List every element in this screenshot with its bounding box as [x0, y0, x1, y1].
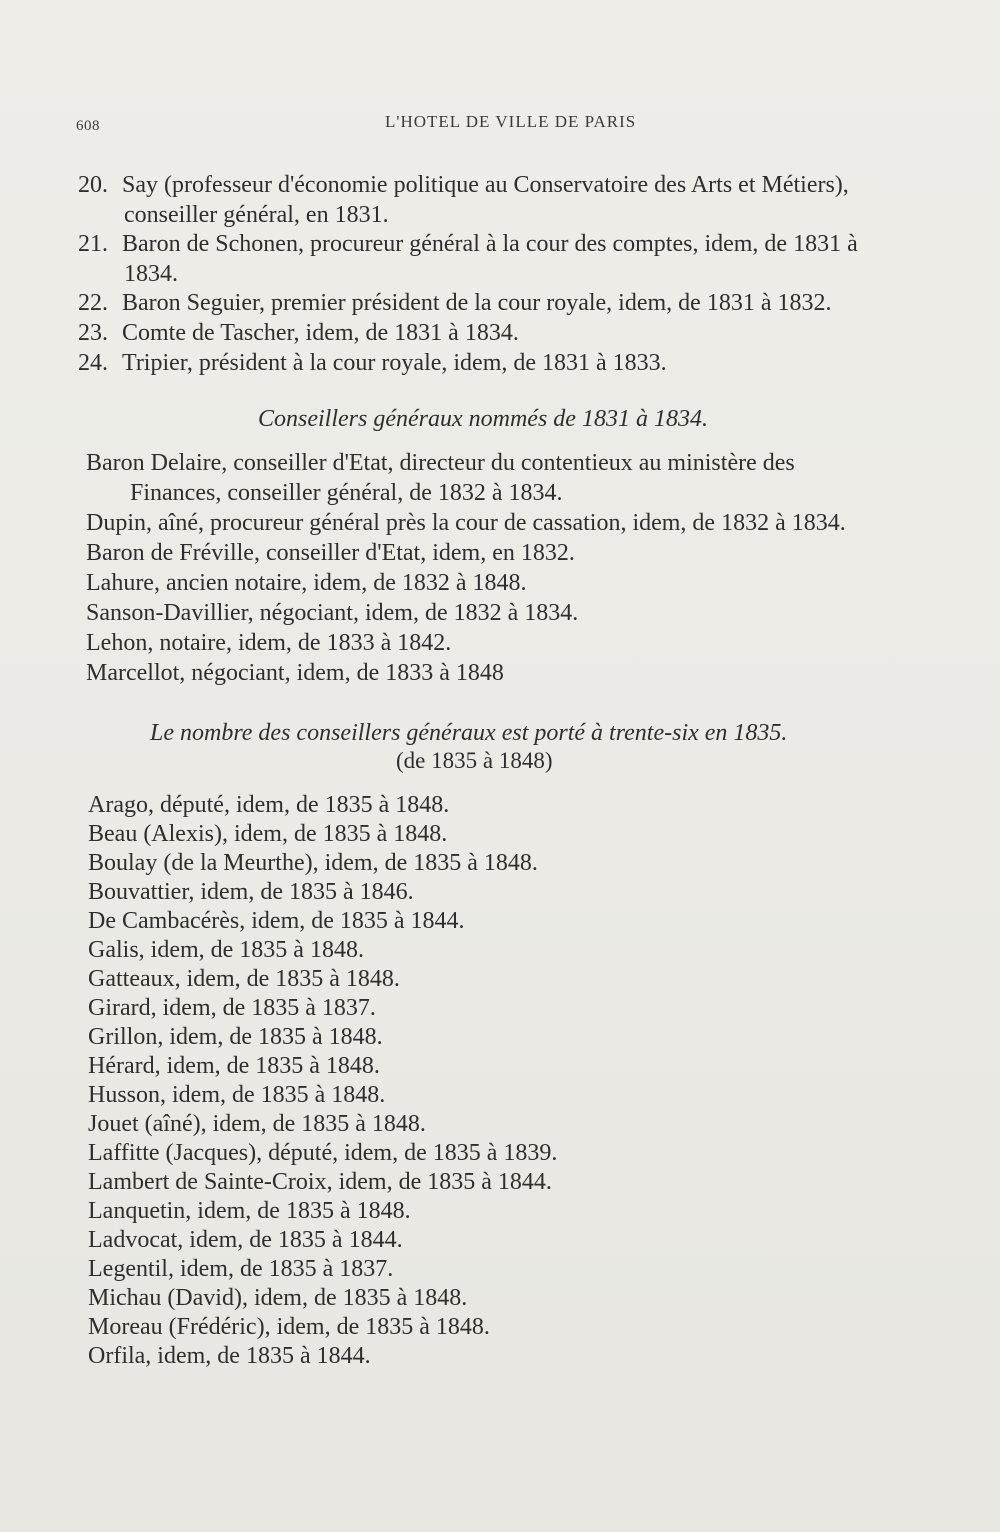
entry-text: Tripier, président à la cour royale, idem, de 1831 à 1833. [122, 350, 667, 376]
list-item: Arago, député, idem, de 1835 à 1848. [88, 792, 450, 818]
list-item: Lambert de Sainte-Croix, idem, de 1835 à 1844. [88, 1169, 552, 1195]
list-item: Lahure, ancien notaire, idem, de 1832 à 1848. [86, 570, 527, 596]
entry-20 [78, 170, 849, 200]
list-item: Baron de Fréville, conseiller d'Etat, idem, en 1832. [86, 540, 575, 566]
section-subheading: (de 1835 à 1848) [396, 748, 553, 773]
entry-number: 20. [78, 172, 108, 198]
entry-21 [78, 229, 858, 259]
entry-21-continuation: 1834. [124, 261, 178, 287]
entry-text: Baron Seguier, premier président de la cour royale, idem, de 1831 à 1832. [122, 290, 832, 316]
list-item: Galis, idem, de 1835 à 1848. [88, 937, 364, 963]
entry-23 [78, 318, 519, 348]
entry-text: Baron de Schonen, procureur général à la cour des comptes, idem, de 1831 à [122, 231, 858, 257]
entry-number: 21. [78, 231, 108, 257]
list-item: Orfila, idem, de 1835 à 1844. [88, 1343, 371, 1369]
list-item: Marcellot, négociant, idem, de 1833 à 1848 [86, 660, 504, 686]
entry-number: 22. [78, 290, 108, 316]
list-item: Beau (Alexis), idem, de 1835 à 1848. [88, 821, 448, 847]
entry-24 [78, 348, 667, 378]
list-item: Dupin, aîné, procureur général près la cour de cassation, idem, de 1832 à 1834. [86, 510, 846, 536]
running-title: L'HOTEL DE VILLE DE PARIS [385, 112, 637, 131]
list-item: Legentil, idem, de 1835 à 1837. [88, 1256, 394, 1282]
list-item: Hérard, idem, de 1835 à 1848. [88, 1053, 380, 1079]
list-item: Sanson-Davillier, négociant, idem, de 1832 à 1834. [86, 600, 579, 626]
list-item: Baron Delaire, conseiller d'Etat, directeur du contentieux au ministère des [86, 450, 795, 476]
list-item: Husson, idem, de 1835 à 1848. [88, 1082, 386, 1108]
list-item: Bouvattier, idem, de 1835 à 1846. [88, 879, 414, 905]
entry-22 [78, 288, 831, 318]
list-item: Ladvocat, idem, de 1835 à 1844. [88, 1227, 403, 1253]
list-item: Lanquetin, idem, de 1835 à 1848. [88, 1198, 411, 1224]
entry-text: Comte de Tascher, idem, de 1831 à 1834. [122, 320, 519, 346]
list-item: Boulay (de la Meurthe), idem, de 1835 à 1848. [88, 850, 538, 876]
section-heading-1835: Le nombre des conseillers généraux est porté à trente-six en 1835. [150, 720, 788, 746]
page-number: 608 [76, 118, 100, 134]
list-item: Michau (David), idem, de 1835 à 1848. [88, 1285, 468, 1311]
list-item: Lehon, notaire, idem, de 1833 à 1842. [86, 630, 452, 656]
section-heading-1831: Conseillers généraux nommés de 1831 à 1834. [258, 406, 708, 432]
list-item: Jouet (aîné), idem, de 1835 à 1848. [88, 1111, 426, 1137]
list-item: Moreau (Frédéric), idem, de 1835 à 1848. [88, 1314, 490, 1340]
list-item: De Cambacérès, idem, de 1835 à 1844. [88, 908, 465, 934]
list-item: Gatteaux, idem, de 1835 à 1848. [88, 966, 400, 992]
list-item: Grillon, idem, de 1835 à 1848. [88, 1024, 383, 1050]
entry-text: Say (professeur d'économie politique au Conservatoire des Arts et Métiers), [122, 172, 849, 198]
entry-number: 23. [78, 320, 108, 346]
entry-20-continuation: conseiller général, en 1831. [124, 202, 389, 228]
list-item: Girard, idem, de 1835 à 1837. [88, 995, 376, 1021]
list-item: Laffitte (Jacques), député, idem, de 1835 à 1839. [88, 1140, 558, 1166]
entry-number: 24. [78, 350, 108, 376]
list-item-continuation: Finances, conseiller général, de 1832 à 1834. [130, 480, 563, 506]
